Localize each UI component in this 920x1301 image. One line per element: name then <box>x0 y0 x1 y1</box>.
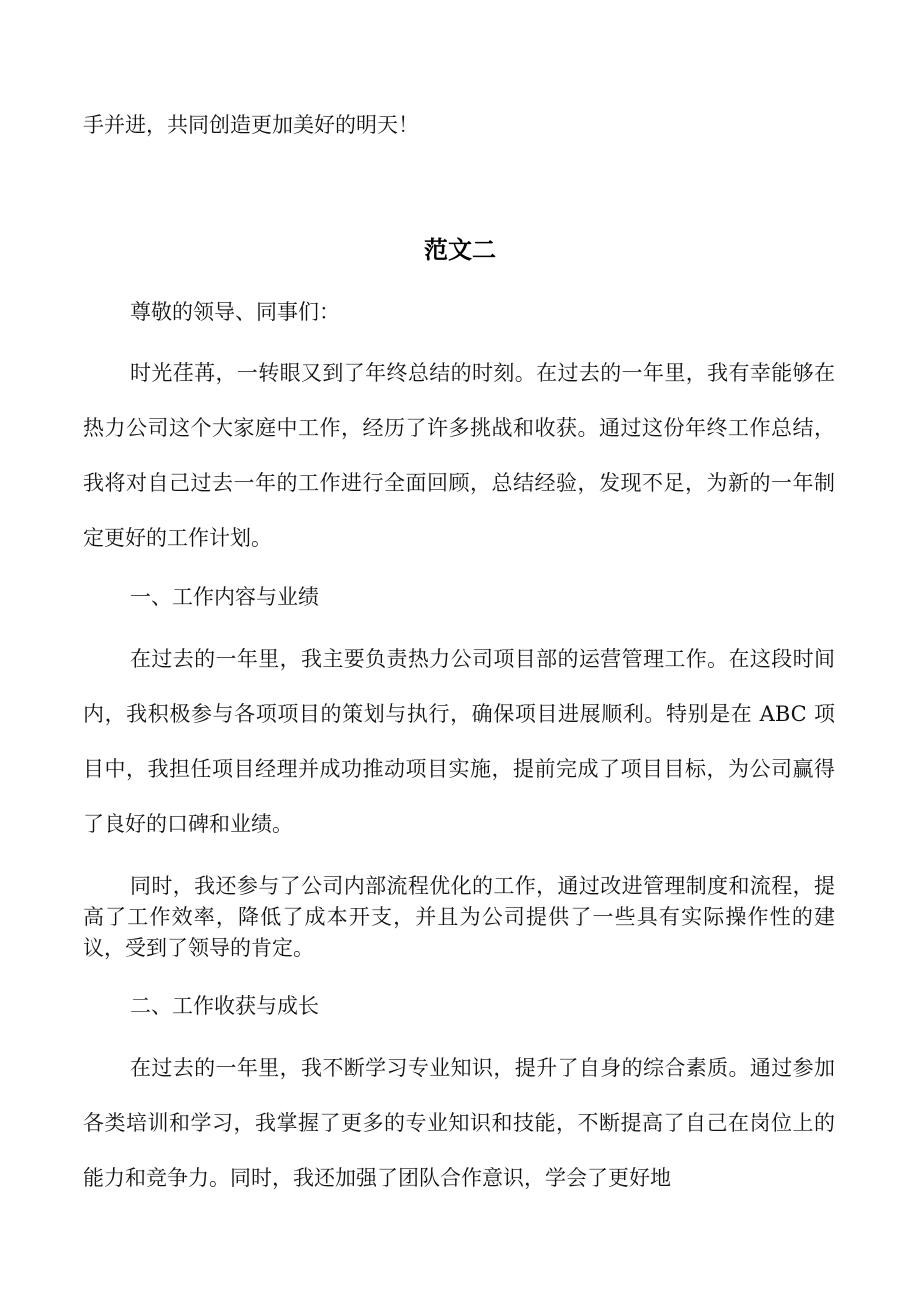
heading-work-growth: 二、工作收获与成长 <box>130 994 319 1018</box>
continuation-paragraph: 手并进，共同创造更加美好的明天！ <box>83 113 419 137</box>
heading-work-content: 一、工作内容与业绩 <box>130 585 319 609</box>
intro-paragraph: 时光荏苒，一转眼又到了年终总结的时刻。在过去的一年里，我有幸能够在热力公司这个大家庭中工作，经历了许多挑战和收获。通过这份年终工作总结，我将对自己过去一年的工作进行全面回顾，总结经验，发现不足，为新的一年制定更好的工作计划。 <box>83 361 835 550</box>
work-paragraph-2: 同时，我还参与了公司内部流程优化的工作，通过改进管理制度和流程，提高了工作效率，降低了成本开支，并且为公司提供了一些具有实际操作性的建议，受到了领导的肯定。 <box>83 874 835 960</box>
section-title: 范文二 <box>424 236 496 264</box>
work-paragraph-1: 在过去的一年里，我主要负责热力公司项目部的运营管理工作。在这段时间内，我积极参与各项项目的策划与执行，确保项目进展顺利。特别是在 ABC 项目中，我担任项目经理并成功推动项目实施，提前完成了项目目标，为公司赢得了良好的口碑和业绩。 <box>83 647 835 836</box>
salutation: 尊敬的领导、同事们： <box>130 300 340 324</box>
growth-paragraph: 在过去的一年里，我不断学习专业知识，提升了自身的综合素质。通过参加各类培训和学习，我掌握了更多的专业知识和技能，不断提高了自己在岗位上的能力和竞争力。同时，我还加强了团队合作意识，学会了更好地 <box>83 1056 835 1190</box>
